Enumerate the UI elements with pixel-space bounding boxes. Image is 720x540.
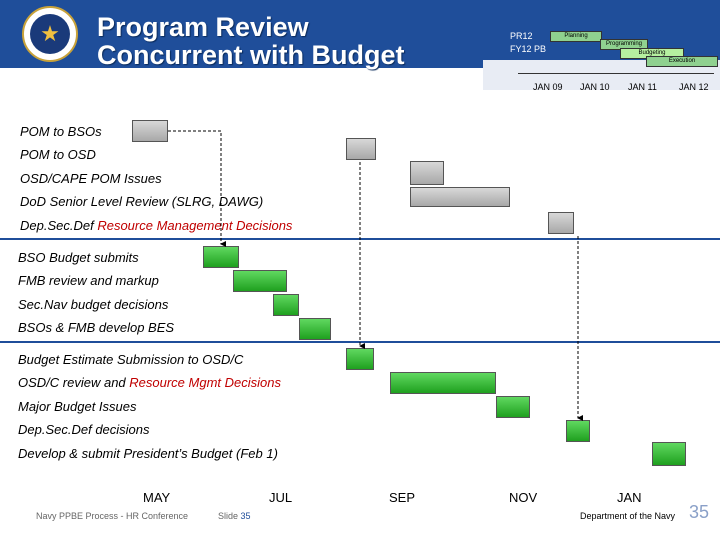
row-label: BSO Budget submits bbox=[18, 250, 139, 265]
month-label: JAN bbox=[617, 490, 642, 505]
month-label: SEP bbox=[389, 490, 416, 505]
year-label: JAN 11 bbox=[628, 82, 657, 92]
row-label: Develop & submit President’s Budget (Feb 1) bbox=[18, 446, 278, 461]
row-label: POM to OSD bbox=[20, 147, 96, 162]
row-label: Dep.Sec.Def decisions bbox=[18, 422, 150, 437]
page-title-line1: Program Review bbox=[97, 12, 309, 42]
arrow-pom-to-bso bbox=[168, 131, 221, 244]
phase-planning: Planning bbox=[550, 31, 602, 42]
row-label: BSOs & FMB develop BES bbox=[18, 320, 175, 335]
month-label: JUL bbox=[269, 490, 293, 505]
row-label: Sec.Nav budget decisions bbox=[18, 297, 169, 312]
row-label-text: OSD/C review and bbox=[18, 375, 130, 390]
year-label: JAN 10 bbox=[580, 82, 610, 92]
year-label: JAN 12 bbox=[679, 82, 709, 92]
month-label: MAY bbox=[143, 490, 171, 505]
phase-programming: Programming bbox=[600, 39, 648, 50]
page-title-line2: Concurrent with Budget bbox=[97, 40, 405, 70]
row-label-red-text: Resource Management Decisions bbox=[97, 218, 293, 233]
year-label: JAN 09 bbox=[533, 82, 563, 92]
row-label: POM to BSOs bbox=[20, 124, 102, 139]
row-label: FMB review and markup bbox=[18, 273, 159, 288]
fy12pb-label: FY12 PB bbox=[510, 44, 547, 54]
footer-right-text: Department of the Navy bbox=[580, 511, 676, 521]
row-label: OSD/CAPE POM Issues bbox=[20, 171, 162, 186]
row-label-red-text: Resource Mgmt Decisions bbox=[129, 375, 281, 390]
slide-label: Slide bbox=[218, 511, 239, 521]
row-label: Budget Estimate Submission to OSD/C bbox=[18, 352, 244, 367]
month-label: NOV bbox=[509, 490, 538, 505]
row-label: DoD Senior Level Review (SLRG, DAWG) bbox=[20, 194, 264, 209]
row-label: Major Budget Issues bbox=[18, 399, 137, 414]
row-label-text: Dep.Sec.Def bbox=[20, 218, 98, 233]
eagle-icon: ★ bbox=[30, 14, 70, 54]
footer-left-text: Navy PPBE Process - HR Conference bbox=[36, 511, 189, 521]
phase-execution: Execution bbox=[646, 56, 718, 67]
phase-budgeting: Budgeting bbox=[620, 48, 684, 59]
footer-slide bbox=[218, 511, 251, 521]
slide-number: 35 bbox=[240, 511, 251, 521]
page-number: 35 bbox=[689, 502, 710, 522]
pr12-label: PR12 bbox=[510, 31, 533, 41]
